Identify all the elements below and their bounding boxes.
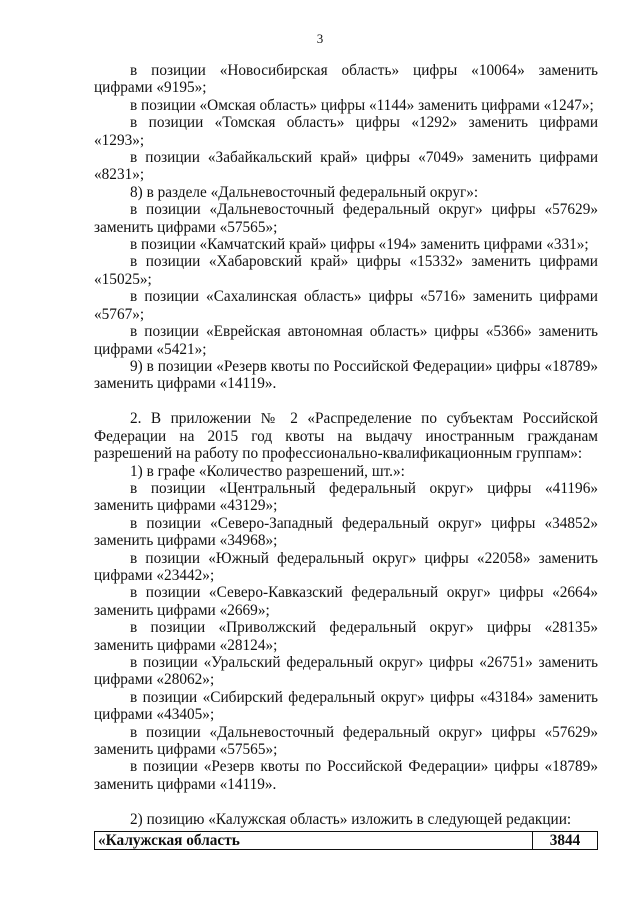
paragraph: 9) в позиции «Резерв квоты по Российской Федерации» цифры «18789» заменить цифрами «14119». xyxy=(94,357,598,393)
page-number: 3 xyxy=(316,31,324,46)
paragraph: в позиции «Камчатский край» цифры «194» заменить цифрами «331»; xyxy=(130,236,589,254)
paragraph: в позиции «Северо-Западный федеральный округ» цифры «34852» заменить цифрами «34968»; xyxy=(94,514,598,550)
paragraph: в позиции «Забайкальский край» цифры «7049» заменить цифрами «8231»; xyxy=(94,149,598,184)
table-cell-value: 3844 xyxy=(549,831,581,849)
document-body xyxy=(94,62,598,850)
paragraph: в позиции «Новосибирская область» цифры «10064» заменить цифрами «9195»; xyxy=(94,62,598,97)
paragraph: в позиции «Дальневосточный федеральный округ» цифры «57629» заменить цифрами «57565»; xyxy=(94,201,598,236)
section-heading: 2. В приложении № 2 «Распределение по субъектам Российской Федерации на 2015 год квоты на выдачу иностранным гражданам разрешений на работу по профессионально-квалификационным группам»: xyxy=(94,410,598,463)
paragraph: в позиции «Северо-Кавказский федеральный округ» цифры «2664» заменить цифрами «2669»; xyxy=(94,584,598,619)
paragraph: в позиции «Омская область» цифры «1144» заменить цифрами «1247»; xyxy=(130,96,594,114)
quota-table xyxy=(94,831,598,850)
sub-heading: 1) в графе «Количество разрешений, шт.»: xyxy=(130,462,405,480)
paragraph: в позиции «Уральский федеральный округ» цифры «26751» заменить цифрами «28062»; xyxy=(94,654,598,689)
table-cell-region: «Калужская область xyxy=(95,832,533,849)
paragraph: в позиции «Приволжский федеральный округ» цифры «28135» заменить цифрами «28124»; xyxy=(94,619,598,654)
paragraph: в позиции «Еврейская автономная область» цифры «5366» заменить цифрами «5421»; xyxy=(94,323,598,358)
paragraph: в позиции «Сахалинская область» цифры «5716» заменить цифрами «5767»; xyxy=(94,288,598,323)
paragraph: в позиции «Дальневосточный федеральный округ» цифры «57629» заменить цифрами «57565»; xyxy=(94,723,598,759)
section-heading: 8) в разделе «Дальневосточный федеральный округ»: xyxy=(130,183,479,201)
paragraph: в позиции «Сибирский федеральный округ» цифры «43184» заменить цифрами «43405»; xyxy=(94,688,598,724)
paragraph: в позиции «Резерв квоты по Российской Федерации» цифры «18789» заменить цифрами «14119». xyxy=(94,758,598,793)
paragraph: в позиции «Южный федеральный округ» цифры «22058» заменить цифрами «23442»; xyxy=(94,549,598,584)
paragraph: в позиции «Хабаровский край» цифры «15332» заменить цифрами «15025»; xyxy=(94,253,598,288)
paragraph: в позиции «Томская область» цифры «1292» заменить цифрами «1293»; xyxy=(94,114,598,149)
sub-heading: 2) позицию «Калужская область» изложить в следующей редакции: xyxy=(130,811,572,829)
paragraph: в позиции «Центральный федеральный округ» цифры «41196» заменить цифрами «43129»; xyxy=(94,479,598,515)
